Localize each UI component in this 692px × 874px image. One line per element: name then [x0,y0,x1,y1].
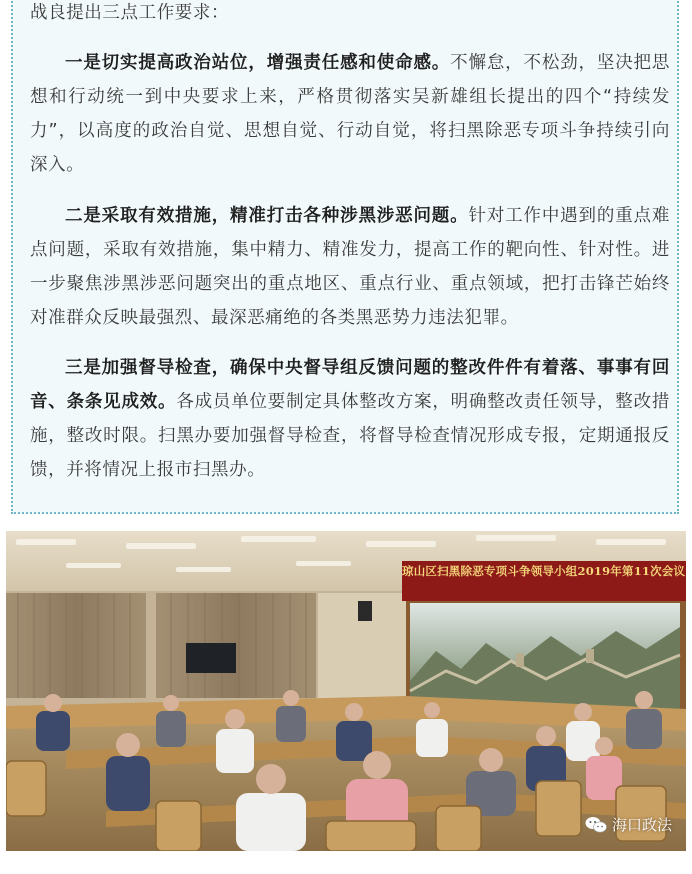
point-3-paragraph [30,351,670,487]
point-2-paragraph [30,199,670,335]
meeting-photo [6,531,686,851]
point-3-body: 各成员单位要制定具体整改方案，明确整改责任领导，整改措施，整改时限。扫黑办要加强督导检查，将督导检查情况形成专报，定期通报反馈，并将情况上报市扫黑办。 [30,392,670,480]
point-2-body: 针对工作中遇到的重点难点问题，采取有效措施，集中精力、精准发力，提高工作的靶向性、针对性。进一步聚焦涉黑涉恶问题突出的重点地区、重点行业、重点领域，把打击锋芒始终对准群众反映最强烈、最深恶痛绝的各类黑恶势力违法犯罪。 [30,206,670,328]
intro-paragraph [30,0,670,30]
point-2-heading: 二是采取有效措施，精准打击各种涉黑涉恶问题。 [65,206,469,226]
meeting-photo-illustration [6,531,686,851]
watermark [585,814,672,835]
wechat-icon [585,816,607,834]
article-text-box [11,0,679,514]
point-1-heading: 一是切实提高政治站位，增强责任感和使命感。 [65,53,451,73]
watermark-text: 海口政法 [611,816,672,834]
point-3-heading: 三是加强督导检查，确保中央督导组反馈问题的整改件件有着落、事事有回音、条条见成效。 [30,358,670,412]
point-1-body: 不懈怠，不松劲，坚决把思想和行动统一到中央要求上来，严格贯彻落实吴新雄组长提出的四个“持续发力”，以高度的政治自觉、思想自觉、行动自觉，将扫黑除恶专项斗争持续引向深入。 [30,53,670,175]
meeting-banner: 琼山区扫黑除恶专项斗争领导小组2019年第11次会议 [402,564,686,578]
point-1-paragraph [30,46,670,182]
intro-text: 战良提出三点工作要求： [30,3,230,23]
